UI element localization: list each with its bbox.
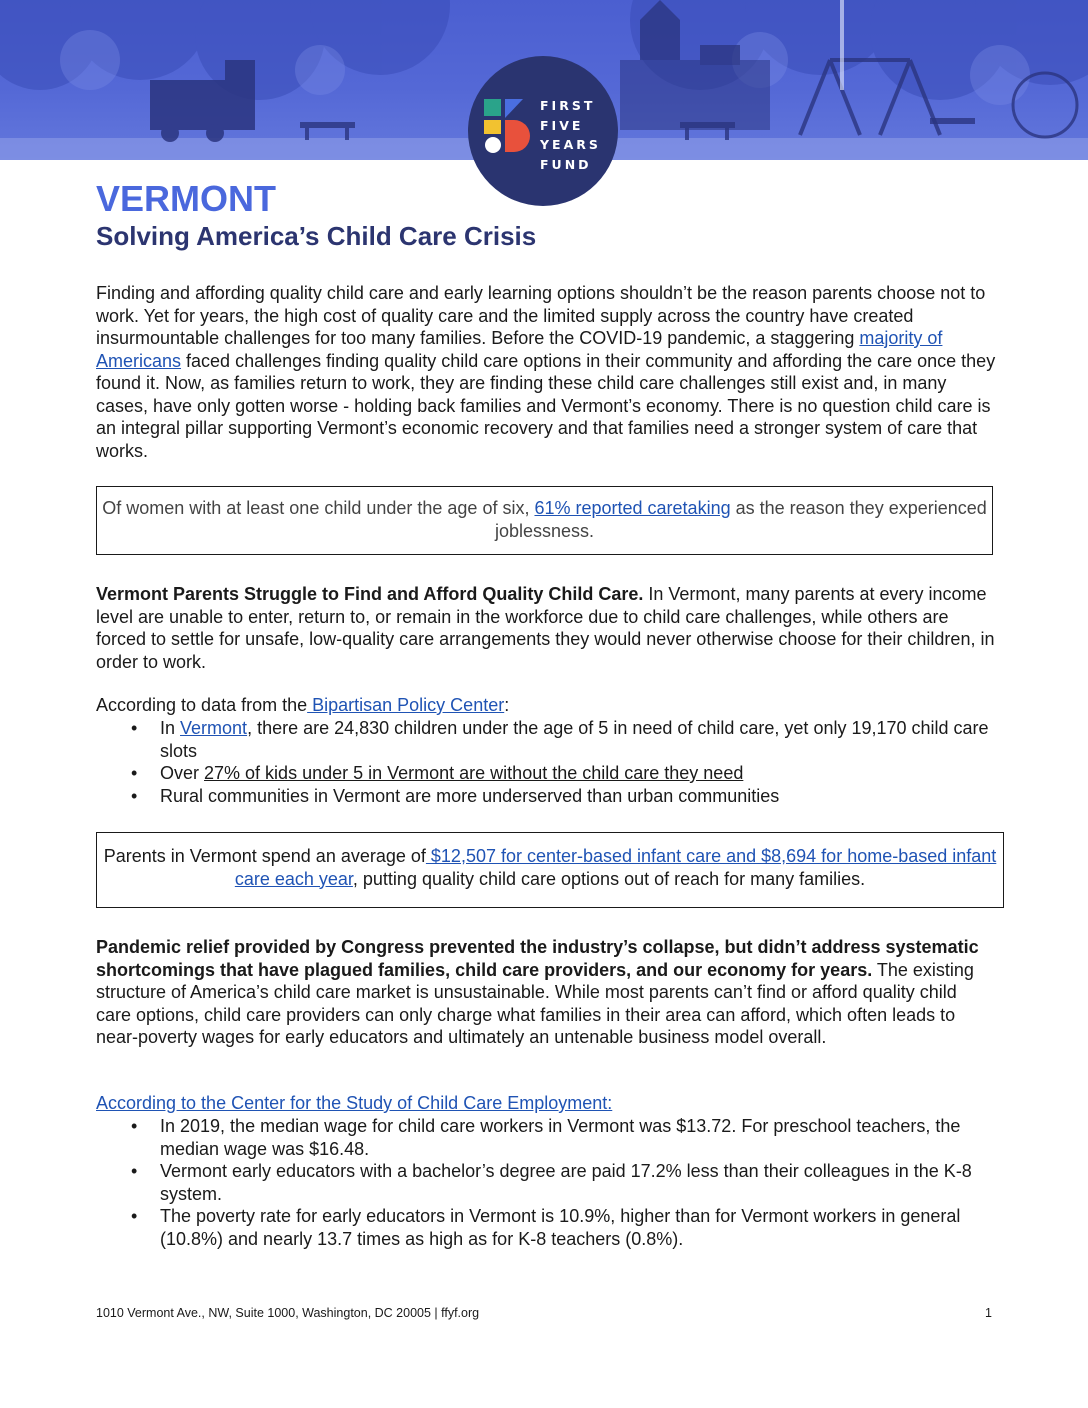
bpc-b1-pre: In [160, 718, 181, 738]
section2-heading: Pandemic relief provided by Congress prevented the industry’s collapse, but didn’t address systematic shortcomings that have plagued families, child care providers, and our economy for years. [96, 937, 979, 980]
vermont-link[interactable]: Vermont [180, 718, 248, 738]
logo-wordmark [540, 96, 601, 174]
cscce-link[interactable]: According to the Center for the Study of Child Care Employment: [96, 1093, 613, 1113]
bpc-b3: Rural communities in Vermont are more underserved than urban communities [160, 785, 780, 806]
list-item [96, 785, 996, 808]
logo-line-4: FUND [540, 156, 592, 172]
bpc-lead [96, 694, 996, 717]
callout-box-infant-care-cost [96, 832, 1004, 908]
callout1-text-2: as the reason they experienced joblessness. [494, 498, 987, 541]
cscce-b2: Vermont early educators with a bachelor’s degree are paid 17.2% less than their colleagues in the K-8 system. [160, 1161, 972, 1204]
bpc-colon: : [504, 695, 510, 715]
logo-line-1: FIRST [540, 98, 596, 113]
callout1-text-1: Of women with at least one child under the age of six, [102, 498, 535, 518]
intro-text-2: faced challenges finding quality child care options in their community and affording the care once they found it. Now, as families return to work, they are finding these child care challenges still exist and, in many cases, have only gotten worse - holding back families and Vermont’s economy. There is no question child care is an integral pillar supporting Vermont’s economic recovery and that families need a stronger system of care that works. [96, 350, 996, 461]
logo-line-2: FIVE [540, 117, 584, 133]
bpc-b1-post: , there are 24,830 children under the age of 5 in need of child care, yet only 19,170 child care slots [160, 718, 989, 761]
page-subtitle: Solving America’s Child Care Crisis [96, 221, 537, 251]
bpc-lead-text: According to data from the [96, 695, 308, 715]
section1-text: In Vermont, many parents at every income level are unable to enter, return to, or remain in the workforce due to child care challenges, while others are forced to settle for unsafe, low-quality care arrangements they would never otherwise choose for their children, in order to work. [96, 584, 995, 672]
section-parents-struggle [96, 583, 996, 673]
logo-line-3: YEARS [540, 137, 601, 152]
callout2-text-1: Parents in Vermont spend an average of [103, 846, 426, 866]
page-footer [96, 1306, 992, 1320]
cscce-lead [96, 1092, 996, 1115]
cscce-b3: The poverty rate for early educators in Vermont is 10.9%, higher than for Vermont workers in general (10.8%) and nearly 13.7 times as high as for K-8 teachers (0.8%). [160, 1206, 961, 1249]
footer-address: 1010 Vermont Ave., NW, Suite 1000, Washington, DC 20005 | ffyf.org [96, 1306, 480, 1320]
callout2-text-2: , putting quality child care options out of reach for many families. [352, 868, 866, 889]
list-item [96, 1160, 996, 1205]
list-item [96, 717, 996, 762]
bpc-b2-underlined: 27% of kids under 5 in Vermont are without the child care they need [204, 763, 744, 783]
list-item [96, 1205, 996, 1250]
list-item [96, 1115, 996, 1160]
page-number: 1 [985, 1306, 992, 1320]
caretaking-stat-link[interactable]: 61% reported caretaking [534, 498, 731, 518]
cscce-b1: In 2019, the median wage for child care workers in Vermont was $13.72. For preschool teachers, the median wage was $16.48. [160, 1116, 961, 1159]
page-title: VERMONT [96, 178, 276, 219]
section-pandemic-relief [96, 936, 996, 1049]
intro-text-1: Finding and affording quality child care and early learning options shouldn’t be the reason parents choose not to work. Yet for years, the high cost of quality care and the limited supply across the country have created insurmountable challenges for too many families. Before the COVID-19 pandemic, a staggering [96, 283, 986, 348]
list-item [96, 762, 996, 785]
bpc-b2-pre: Over [160, 763, 205, 783]
callout-box-caretaking [96, 486, 993, 555]
section1-heading: Vermont Parents Struggle to Find and Afford Quality Child Care. [96, 584, 644, 604]
section2-text: The existing structure of America’s child care market is unsustainable. While most parents can’t find or afford quality child care options, child care providers can only charge what families in their area can afford, which often leads to near-poverty wages for early educators and ultimately an untenable business model overall. [96, 959, 974, 1047]
infant-care-cost-link[interactable]: $12,507 for center-based infant care and $8,694 for home-based infant care each year [234, 846, 997, 889]
bpc-bullet-list [96, 717, 996, 807]
majority-of-americans-link[interactable]: majority of Americans [96, 328, 943, 371]
intro-paragraph [96, 282, 996, 462]
bipartisan-policy-center-link[interactable]: Bipartisan Policy Center [307, 695, 505, 715]
cscce-bullet-list [96, 1115, 996, 1250]
first-five-years-fund-logo [468, 56, 618, 206]
